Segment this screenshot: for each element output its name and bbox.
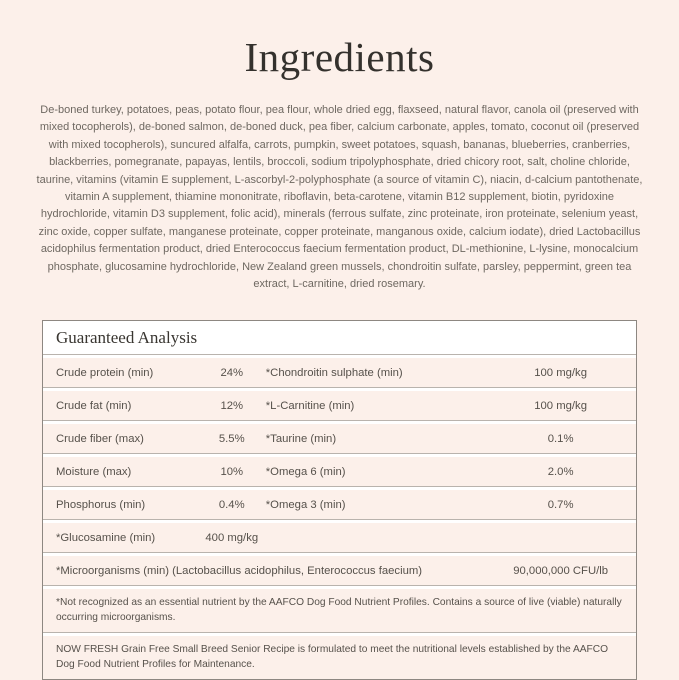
nutrient-value: 90,000,000 CFU/lb	[513, 564, 609, 577]
nutrient-value: 0.7%	[547, 498, 574, 511]
nutrient-value: 2.0%	[547, 465, 574, 478]
footnote-row: *Not recognized as an essential nutrient by the AAFCO Dog Food Nutrient Profiles. Contains a source of live (viable) naturally occurring microorganisms.	[43, 589, 636, 633]
nutrient-value: 24%	[220, 366, 244, 379]
nutrient-name: Crude protein (min)	[56, 366, 154, 379]
table-row	[43, 391, 636, 421]
guaranteed-analysis-header: Guaranteed Analysis	[43, 321, 636, 355]
ingredients-paragraph: De-boned turkey, potatoes, peas, potato flour, pea flour, whole dried egg, flaxseed, natural flavor, canola oil (preserved with mixed tocopherols), de-boned salmon, de-boned duck, pea fiber, calcium carbonate, apples, tomato, coconut oil (preserved with mixed tocopherols), suncured alfalfa, carrots, pumpkin, sweet potatoes, squash, bananas, blueberries, cranberries, blackberries, pomegranate, papayas, lentils, broccoli, sodium tripolyphosphate, dried chicory root, salt, choline chloride, taurine, vitamins (vitamin E supplement, L-ascorbyl-2-polyphosphate (a source of vitamin C), niacin, d-calcium pantothenate, vitamin A supplement, thiamine mononitrate, riboflavin, beta-carotene, vitamin B12 supplement, biotin, pyridoxine hydrochloride, vitamin D3 supplement, folic acid), minerals (ferrous sulfate, zinc proteinate, iron proteinate, selenium yeast, zinc oxide, copper sulfate, manganese proteinate, copper proteinate, manganous oxide, calcium iodate), dried Lactobacillus acidophilus fermentation product, dried Enterococcus faecium fermentation product, DL-methionine, L-lysine, monocalcium phosphate, glucosamine hydrochloride, New Zealand green mussels, chondroitin sulfate, parsley, peppermint, green tea extract, L-carnitine, dried rosemary.	[36, 104, 643, 291]
nutrient-name: Crude fat (min)	[56, 399, 132, 412]
nutrient-value: 0.4%	[218, 498, 245, 511]
page-title: Ingredients	[244, 34, 435, 80]
guaranteed-analysis-table	[42, 320, 637, 680]
nutrient-name: Crude fiber (max)	[56, 432, 144, 445]
table-row-microorganisms	[43, 556, 636, 586]
nutrient-value: 10%	[220, 465, 244, 478]
table-row	[43, 457, 636, 487]
nutrient-name: *Glucosamine (min)	[56, 531, 156, 544]
nutrient-name: *Microorganisms (min) (Lactobacillus acidophilus, Enterococcus faecium)	[56, 564, 423, 577]
aafco-statement-row: NOW FRESH Grain Free Small Breed Senior Recipe is formulated to meet the nutritional levels established by the AAFCO Dog Food Nutrient Profiles for Maintenance.	[43, 636, 636, 679]
nutrient-value: 400 mg/kg	[205, 531, 259, 544]
nutrient-name: *Omega 6 (min)	[265, 465, 346, 478]
table-row	[43, 424, 636, 454]
nutrient-name: *Omega 3 (min)	[265, 498, 346, 511]
nutrient-name: *L-Carnitine (min)	[265, 399, 355, 412]
nutrient-name: *Taurine (min)	[265, 432, 337, 445]
table-row	[43, 358, 636, 388]
nutrient-value: 100 mg/kg	[534, 399, 587, 412]
nutrient-value: 12%	[220, 399, 244, 412]
nutrient-value: 100 mg/kg	[534, 366, 587, 379]
table-row	[43, 490, 636, 520]
nutrient-name: *Chondroitin sulphate (min)	[265, 366, 403, 379]
nutrient-name: Phosphorus (min)	[56, 498, 146, 511]
nutrient-name: Moisture (max)	[56, 465, 132, 478]
nutrient-value: 0.1%	[547, 432, 574, 445]
nutrient-value: 5.5%	[218, 432, 245, 445]
table-row-glucosamine	[43, 523, 636, 553]
